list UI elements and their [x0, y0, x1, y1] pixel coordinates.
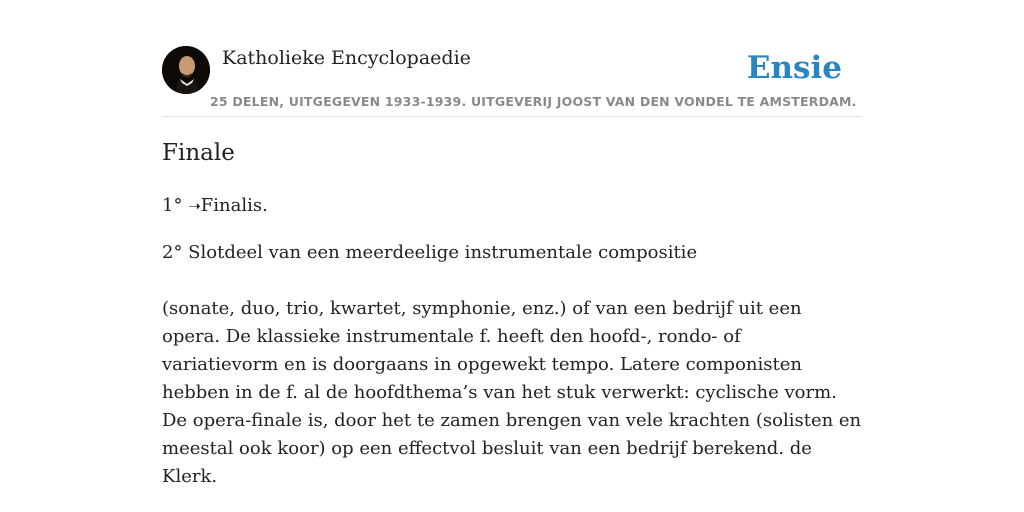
entry-title: Finale	[162, 140, 235, 166]
definition-item-1	[162, 195, 268, 216]
source-title[interactable]: Katholieke Encyclopaedie	[222, 47, 471, 69]
source-header	[162, 44, 862, 117]
ensie-logo[interactable]: Ensie	[746, 50, 842, 86]
entry-body: (sonate, duo, trio, kwartet, symphonie, enz.) of van een bedrijf uit een opera. De klassieke instrumentale f. heeft den hoofd-, rondo- of variatievorm en is doorgaans in opgewekt tempo. Latere componisten hebben in de f. al de hoofdthema’s van het stuk verwerkt: cyclische vorm. De opera-finale is, door het te zamen brengen van vele krachten (solisten en meestal ook koor) op een effectvol besluit van een bedrijf berekend. de Klerk.	[162, 298, 862, 487]
definition-item-2: 2° Slotdeel van een meerdeelige instrumentale compositie	[162, 242, 698, 263]
finalis-link[interactable]: Finalis.	[200, 195, 268, 216]
source-subtitle: 25 DELEN, UITGEGEVEN 1933-1939. UITGEVERIJ JOOST VAN DEN VONDEL TE AMSTERDAM.	[210, 94, 857, 109]
item-1-number: 1°	[162, 195, 183, 216]
portrait-avatar-icon[interactable]	[162, 46, 210, 94]
arrow-icon: ➝	[188, 197, 201, 215]
